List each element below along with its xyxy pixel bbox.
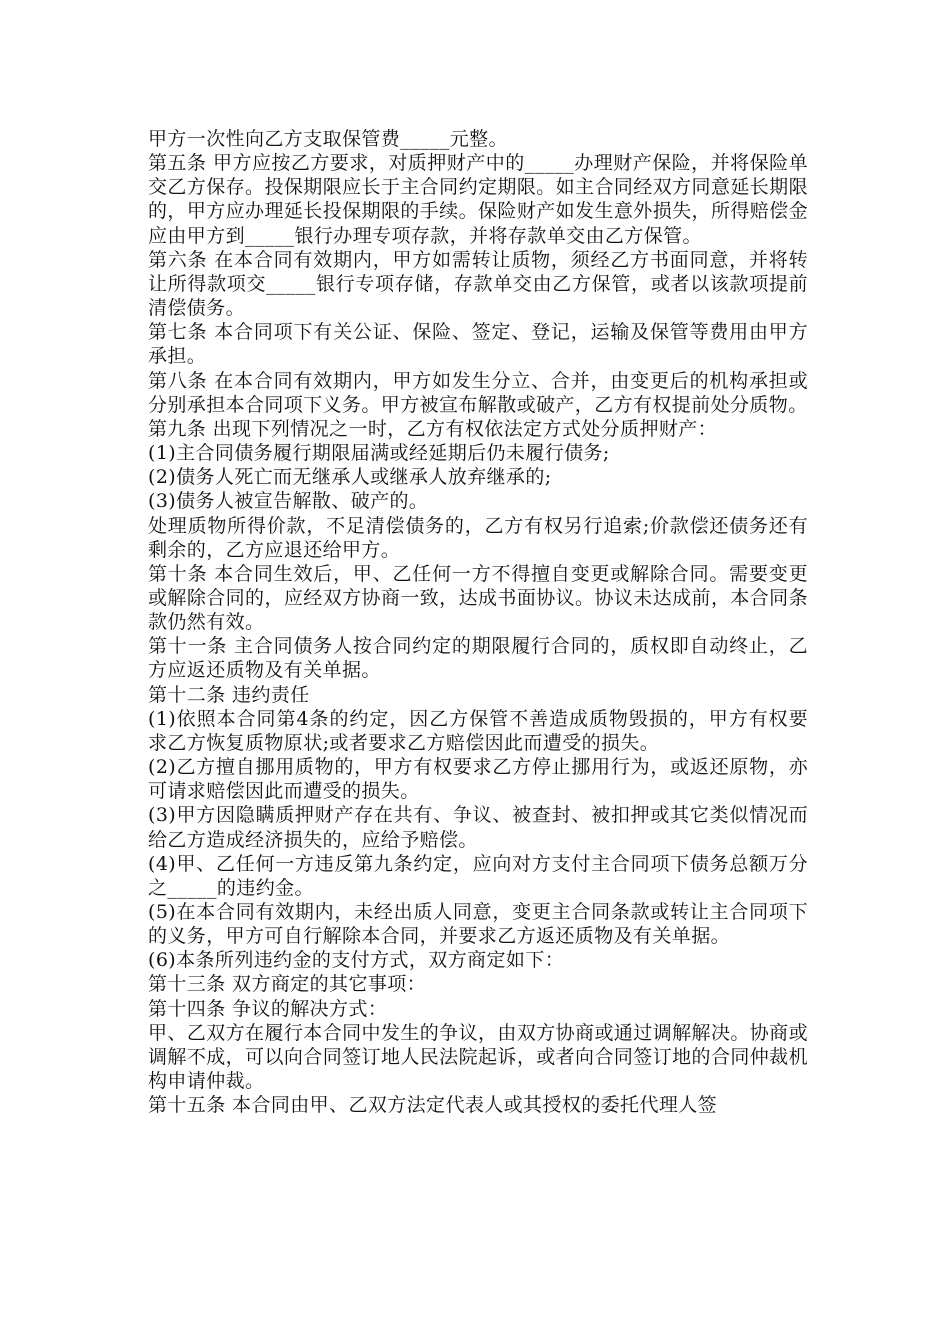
paragraph-article-12-heading: 第十二条 违约责任: [148, 683, 310, 706]
paragraph-article-7: 第七条 本合同项下有关公证、保险、签定、登记，运输及保管等费用由甲方承担。: [148, 321, 808, 368]
paragraph-storage-fee: 甲方一次性向乙方支取保管费_____元整。: [148, 128, 508, 150]
paragraph-article-12-item-4: (4)甲、乙任何一方违反第九条约定，应向对方支付主合同项下债务总额万分之_____的违约金。: [148, 852, 808, 899]
paragraph-article-9-item-1: (1)主合同债务履行期限届满或经延期后仍未履行债务;: [148, 442, 610, 465]
paragraph-article-12-item-5: (5)在本合同有效期内，未经出质人同意，变更主合同条款或转让主合同项下的义务，甲方可自行解除本合同，并要求乙方返还质物及有关单据。: [148, 901, 808, 948]
paragraph-article-8: 第八条 在本合同有效期内，甲方如发生分立、合并，由变更后的机构承担或分别承担本合同项下义务。甲方被宣布解散或破产，乙方有权提前处分质物。: [148, 369, 808, 416]
paragraph-article-6: 第六条 在本合同有效期内，甲方如需转让质物，须经乙方书面同意，并将转让所得款项交_____银行专项存储，存款单交由乙方保管，或者以该款项提前清偿债务。: [148, 248, 808, 320]
paragraph-article-9-proceeds: 处理质物所得价款，不足清偿债务的，乙方有权另行追索;价款偿还债务还有剩余的，乙方应退还给甲方。: [148, 514, 808, 561]
paragraph-article-12-item-6: (6)本条所列违约金的支付方式，双方商定如下：: [148, 949, 565, 972]
paragraph-article-14-body: 甲、乙双方在履行本合同中发生的争议，由双方协商或通过调解解决。协商或调解不成，可以向合同签订地人民法院起诉，或者向合同签订地的合同仲裁机构申请仲裁。: [148, 1021, 808, 1093]
paragraph-article-15: 第十五条 本合同由甲、乙双方法定代表人或其授权的委托代理人签: [148, 1094, 718, 1117]
paragraph-article-9: 第九条 出现下列情况之一时，乙方有权依法定方式处分质押财产：: [148, 417, 718, 440]
paragraph-article-12-item-1: (1)依照本合同第4条的约定，因乙方保管不善造成质物毁损的，甲方有权要求乙方恢复质物原状;或者要求乙方赔偿因此而遭受的损失。: [148, 707, 808, 754]
paragraph-article-9-item-3: (3)债务人被宣告解散、破产的。: [148, 490, 429, 513]
paragraph-article-10: 第十条 本合同生效后，甲、乙任何一方不得擅自变更或解除合同。需要变更或解除合同的，应经双方协商一致，达成书面协议。协议未达成前，本合同条款仍然有效。: [148, 562, 808, 634]
paragraph-article-14: 第十四条 争议的解决方式：: [148, 997, 388, 1020]
paragraph-article-12-item-2: (2)乙方擅自挪用质物的，甲方有权要求乙方停止挪用行为，或返还原物，亦可请求赔偿因此而遭受的损失。: [148, 756, 808, 803]
paragraph-article-12-item-3: (3)甲方因隐瞒质押财产存在共有、争议、被查封、被扣押或其它类似情况而给乙方造成经济损失的，应给予赔偿。: [148, 804, 808, 851]
paragraph-article-9-item-2: (2)债务人死亡而无继承人或继承人放弃继承的;: [148, 466, 552, 489]
paragraph-article-5: 第五条 甲方应按乙方要求，对质押财产中的_____办理财产保险，并将保险单交乙方保存。投保期限应长于主合同约定期限。如主合同经双方同意延长期限的，甲方应办理延长投保期限的手续。保险财产如发生意外损失，所得赔偿金应由甲方到_____银行办理专项存款，并将存款单交由乙方保管。: [148, 152, 808, 247]
paragraph-article-13: 第十三条 双方商定的其它事项：: [148, 973, 427, 996]
document-body: [148, 127, 808, 1117]
paragraph-article-11: 第十一条 主合同债务人按合同约定的期限履行合同的，质权即自动终止，乙方应返还质物及有关单据。: [148, 635, 808, 682]
